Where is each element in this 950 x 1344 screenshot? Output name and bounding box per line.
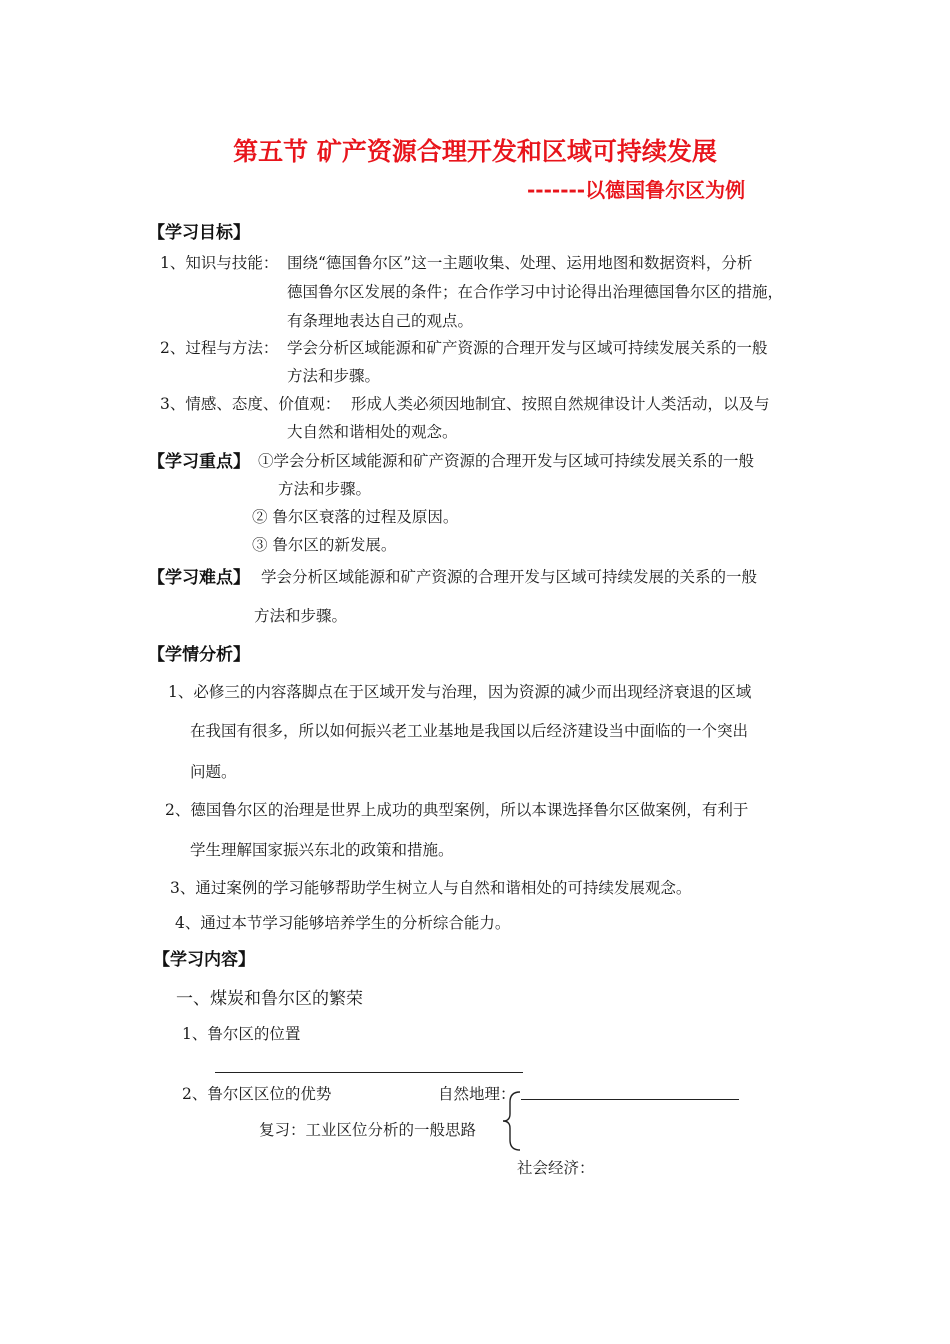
- difficulty-line-2: 方法和步骤。: [254, 607, 348, 625]
- page-title: 第五节 矿产资源合理开发和区域可持续发展: [233, 137, 717, 166]
- answer-line-natural: [521, 1099, 739, 1100]
- natural-geography-label: 自然地理：: [438, 1085, 516, 1103]
- analysis-line-1: 1、必修三的内容落脚点在于区域开发与治理，因为资源的减少而出现经济衰退的区域: [168, 683, 752, 701]
- objective-3-line-1: 形成人类必须因地制宜、按照自然规律设计人类活动，以及与: [351, 395, 770, 413]
- objective-3-label: 3、情感、态度、价值观：: [160, 395, 341, 413]
- content-item-1: 1、鲁尔区的位置: [182, 1025, 301, 1043]
- objective-2-line-1: 学会分析区域能源和矿产资源的合理开发与区域可持续发展关系的一般: [287, 339, 768, 357]
- analysis-line-4: 2、德国鲁尔区的治理是世界上成功的典型案例，所以本课选择鲁尔区做案例，有利于: [165, 801, 749, 819]
- analysis-line-6: 3、通过案例的学习能够帮助学生树立人与自然和谐相处的可持续发展观念。: [170, 879, 692, 897]
- objective-1-line-1: 围绕“德国鲁尔区”这一主题收集、处理、运用地图和数据资料，分析: [287, 254, 753, 272]
- content-heading: 【学习内容】: [153, 950, 255, 970]
- objectives-heading: 【学习目标】: [148, 223, 250, 243]
- objective-1-line-3: 有条理地表达自己的观点。: [287, 312, 474, 330]
- difficulty-line-1: 学会分析区域能源和矿产资源的合理开发与区域可持续发展的关系的一般: [261, 568, 758, 586]
- curly-brace: [500, 1090, 524, 1152]
- analysis-line-3: 问题。: [190, 763, 237, 781]
- objective-1-label: 1、知识与技能：: [160, 254, 279, 272]
- page-subtitle: -------以德国鲁尔区为例: [527, 178, 746, 202]
- content-item-2: 2、鲁尔区区位的优势: [182, 1085, 332, 1103]
- social-economy-label: 社会经济：: [517, 1159, 595, 1177]
- focus-item-1: ①学会分析区域能源和矿产资源的合理开发与区域可持续发展关系的一般: [258, 452, 755, 470]
- objective-2-line-2: 方法和步骤。: [287, 367, 381, 385]
- focus-heading: 【学习重点】: [148, 452, 250, 472]
- answer-line-location: [215, 1072, 523, 1073]
- analysis-line-5: 学生理解国家振兴东北的政策和措施。: [190, 841, 454, 859]
- analysis-line-7: 4、通过本节学习能够培养学生的分析综合能力。: [175, 914, 511, 932]
- section-1-title: 一、煤炭和鲁尔区的繁荣: [176, 989, 363, 1009]
- focus-item-1-cont: 方法和步骤。: [278, 480, 372, 498]
- difficulty-heading: 【学习难点】: [148, 568, 250, 588]
- objective-1-line-2: 德国鲁尔区发展的条件；在合作学习中讨论得出治理德国鲁尔区的措施，: [287, 283, 784, 301]
- focus-item-2: ② 鲁尔区衰落的过程及原因。: [252, 508, 459, 526]
- analysis-heading: 【学情分析】: [148, 645, 250, 665]
- review-text: 复习：工业区位分析的一般思路: [259, 1121, 477, 1139]
- objective-2-label: 2、过程与方法：: [160, 339, 279, 357]
- focus-item-3: ③ 鲁尔区的新发展。: [252, 536, 397, 554]
- analysis-line-2: 在我国有很多，所以如何振兴老工业基地是我国以后经济建设当中面临的一个突出: [190, 722, 749, 740]
- objective-3-line-2: 大自然和谐相处的观念。: [287, 423, 458, 441]
